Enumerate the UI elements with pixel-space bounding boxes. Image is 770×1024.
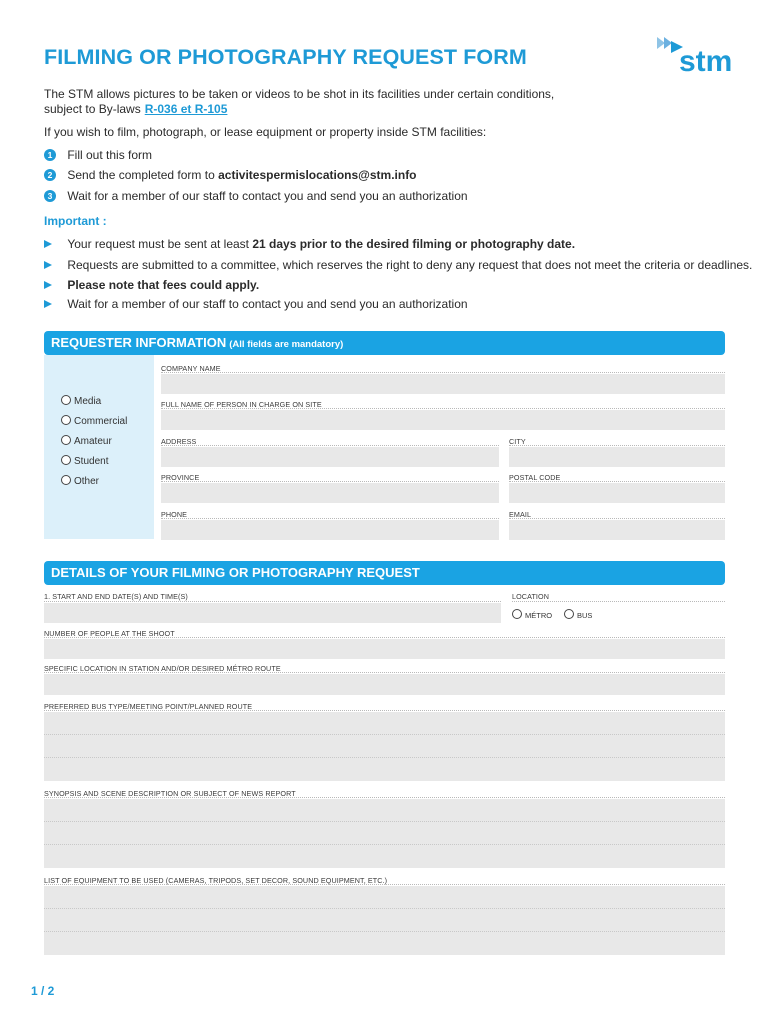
radio-label: BUS [577,611,593,620]
step-email: activitespermislocations@stm.info [218,168,417,182]
step-1 [44,148,152,163]
divider [44,821,725,822]
intro-line-1: The STM allows pictures to be taken or videos to be shot in its facilities under certain conditions, [44,87,555,101]
province-input[interactable] [161,483,499,503]
radio-label: Student [74,456,109,467]
stm-logo [655,35,740,75]
phone-input[interactable] [161,520,499,540]
divider [44,734,725,735]
people-input[interactable] [44,639,725,659]
step-number: 2 [44,169,56,181]
step-2 [44,168,417,183]
person-input[interactable] [161,410,725,430]
important-item [44,297,468,312]
radio-circle-icon[interactable] [61,415,71,425]
radio-circle-icon[interactable] [512,609,522,619]
synopsis-input[interactable] [44,799,725,868]
postal-input[interactable] [509,483,725,503]
divider [44,908,725,909]
intro-line-2 [44,102,227,117]
radio-circle-icon[interactable] [61,435,71,445]
divider [161,408,725,409]
divider [44,601,501,602]
phone-label: PHONE [161,510,188,519]
divider [509,481,725,482]
company-input[interactable] [161,374,725,394]
radio-circle-icon[interactable] [61,455,71,465]
address-input[interactable] [161,447,499,467]
radio-circle-icon[interactable] [61,475,71,485]
step-3 [44,189,468,204]
radio-commercial[interactable] [61,415,127,427]
radio-metro[interactable] [512,609,552,620]
station-label: SPECIFIC LOCATION IN STATION AND/OR DESIRED MÉTRO ROUTE [44,664,281,673]
chevron-right-icon [44,240,52,248]
email-label: EMAIL [509,510,532,519]
radio-label: Other [74,476,100,487]
email-input[interactable] [509,520,725,540]
page-number: 1 / 2 [31,984,55,998]
divider [509,518,725,519]
city-label: CITY [509,437,526,446]
radio-label: Media [74,396,102,407]
divider [44,931,725,932]
radio-circle-icon[interactable] [564,609,574,619]
divider [161,518,499,519]
synopsis-label: SYNOPSIS AND SCENE DESCRIPTION OR SUBJECT OF NEWS REPORT [44,789,296,798]
equipment-label: LIST OF EQUIPMENT TO BE USED (CAMERAS, TRIPODS, SET DECOR, SOUND EQUIPMENT, ETC.) [44,876,388,885]
requester-section-header [44,331,725,355]
station-input[interactable] [44,674,725,695]
important-text: Your request must be sent at least [67,237,253,251]
city-input[interactable] [509,447,725,467]
bylaws-link[interactable]: R-036 et R-105 [144,102,228,116]
divider [161,372,725,373]
postal-label: POSTAL CODE [509,473,561,482]
divider [161,481,499,482]
divider [44,757,725,758]
logo-text: stm [679,45,733,75]
requester-type-panel [44,355,154,539]
page-title: FILMING OR PHOTOGRAPHY REQUEST FORM [44,45,527,69]
important-text: Requests are submitted to a committee, which reserves the right to deny any request that does not meet the criteria or deadlines. [67,258,753,272]
divider [44,710,725,711]
divider [44,672,725,673]
dates-label: 1. START AND END DATE(S) AND TIME(S) [44,592,188,601]
important-item [44,278,259,293]
divider [509,445,725,446]
people-label: NUMBER OF PEOPLE AT THE SHOOT [44,629,175,638]
details-heading: DETAILS OF YOUR FILMING OR PHOTOGRAPHY REQUEST [51,565,420,580]
person-label: FULL NAME OF PERSON IN CHARGE ON SITE [161,400,322,409]
divider [44,884,725,885]
radio-label: Amateur [74,436,112,447]
equipment-input[interactable] [44,886,725,955]
radio-other[interactable] [61,475,99,487]
step-number: 3 [44,190,56,202]
requester-note: (All fields are mandatory) [229,339,344,350]
location-label: LOCATION [512,592,550,601]
radio-label: Commercial [74,416,128,427]
divider [161,445,499,446]
chevron-right-icon [44,300,52,308]
important-item [44,258,752,273]
bus-input[interactable] [44,712,725,781]
intro-line-3: If you wish to film, photograph, or lease equipment or property inside STM facilities: [44,125,487,139]
radio-media[interactable] [61,395,101,407]
details-section-header [44,561,725,585]
radio-circle-icon[interactable] [61,395,71,405]
important-heading: Important : [44,214,107,228]
step-text: Wait for a member of our staff to contact you and send you an authorization [67,189,468,203]
radio-bus[interactable] [564,609,592,620]
step-text: Fill out this form [67,148,153,162]
intro-line-2-text: subject to By-laws [44,102,141,116]
bus-label: PREFERRED BUS TYPE/MEETING POINT/PLANNED ROUTE [44,702,253,711]
step-number: 1 [44,149,56,161]
chevron-right-icon [44,281,52,289]
important-bold: Please note that fees could apply. [67,278,260,292]
divider [44,637,725,638]
radio-amateur[interactable] [61,435,112,447]
important-bold: 21 days prior to the desired filming or photography date. [252,237,576,251]
divider [512,601,725,602]
company-label: COMPANY NAME [161,364,221,373]
requester-heading: REQUESTER INFORMATION [51,335,227,350]
address-label: ADDRESS [161,437,197,446]
important-item [44,237,575,252]
chevron-right-icon [44,261,52,269]
step-text: Send the completed form to [67,168,219,182]
radio-label: MÉTRO [525,611,553,620]
radio-student[interactable] [61,455,108,467]
divider [44,844,725,845]
divider [44,797,725,798]
province-label: PROVINCE [161,473,200,482]
important-text: Wait for a member of our staff to contact you and send you an authorization [67,297,468,311]
dates-input[interactable] [44,603,501,623]
